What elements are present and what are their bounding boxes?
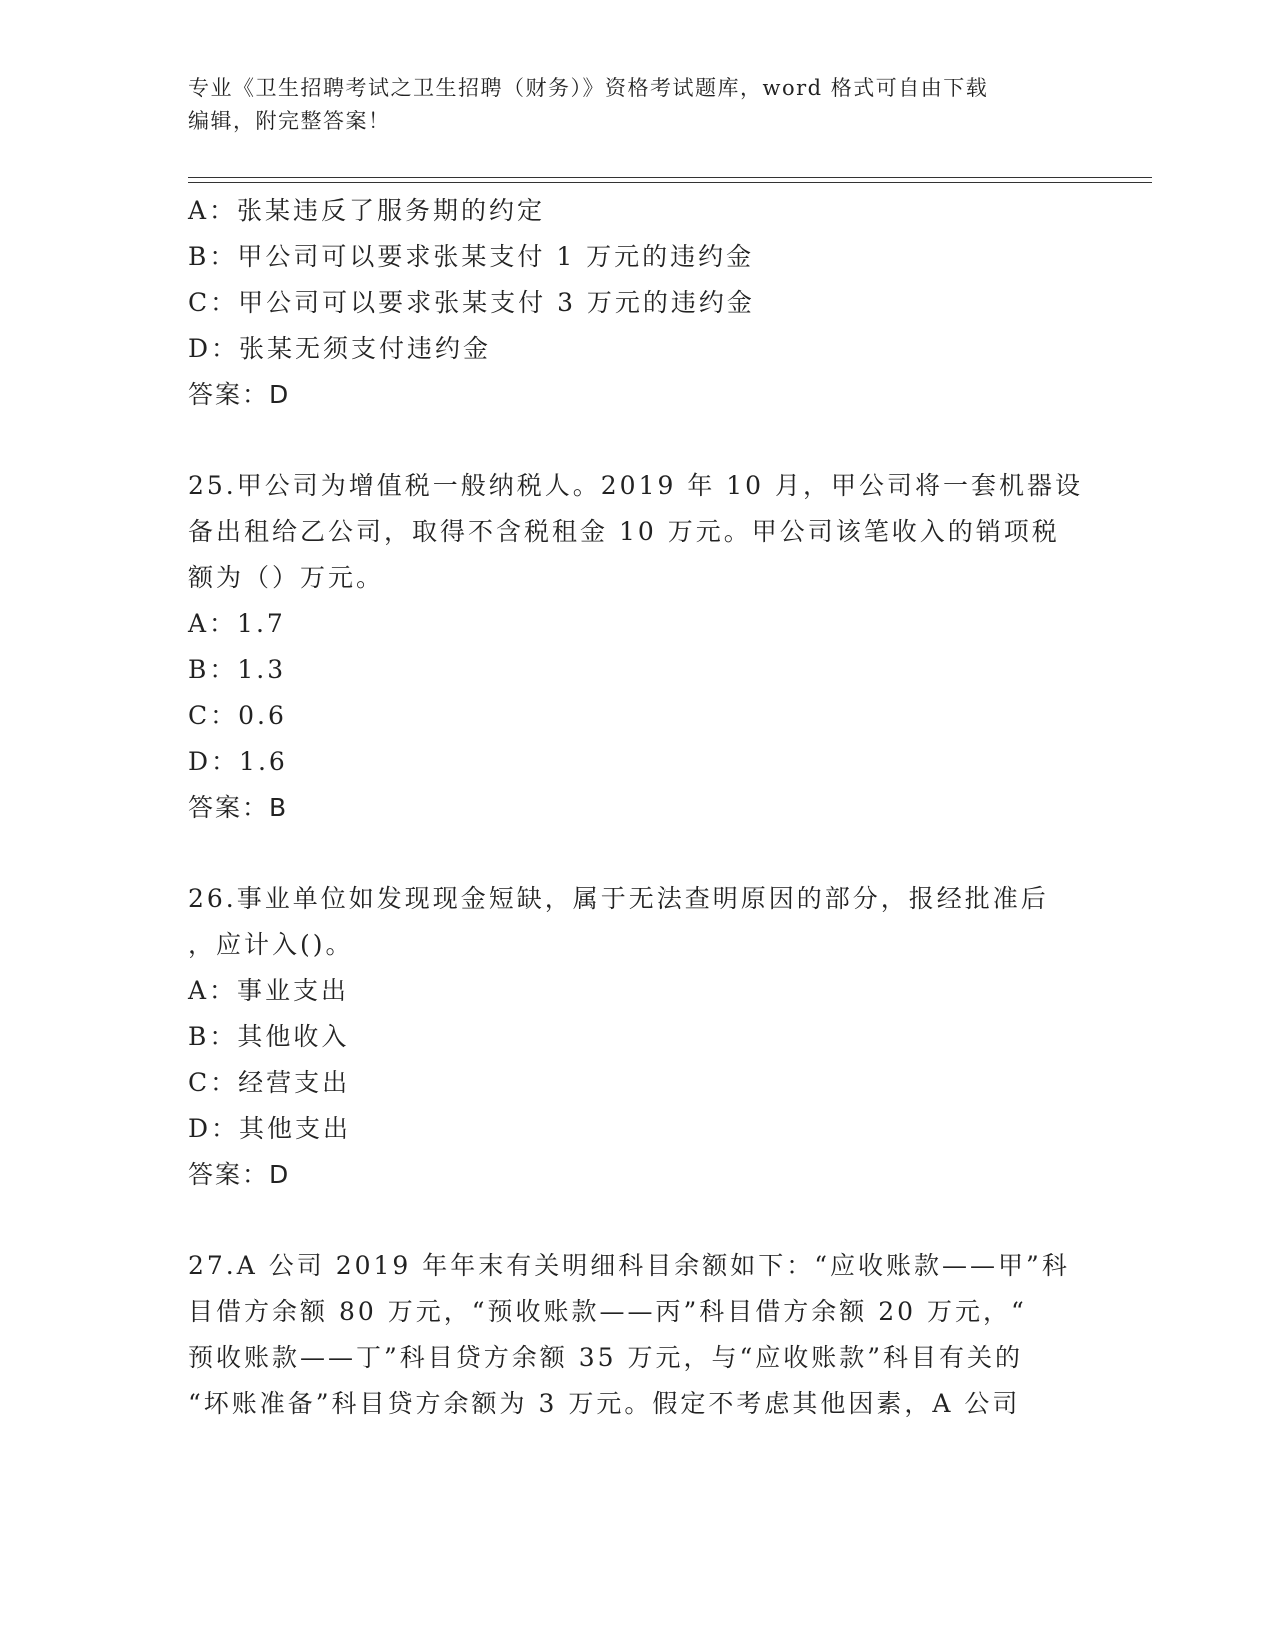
- option-b: B：其他收入: [188, 1022, 350, 1051]
- question-text-line: 预收账款——丁”科目贷方余额 35 万元，与“应收账款”科目有关的: [188, 1343, 1024, 1372]
- question-26: [188, 876, 1088, 1198]
- answer: 答案：B: [188, 793, 289, 822]
- option-a: A：1.7: [188, 609, 286, 638]
- option-c: C：经营支出: [188, 1068, 351, 1097]
- question-25: [188, 463, 1088, 831]
- option-d: D：1.6: [188, 747, 288, 776]
- question-text-line: 备出租给乙公司，取得不含税租金 10 万元。甲公司该笔收入的销项税: [188, 517, 1060, 546]
- option-c: C：0.6: [188, 701, 287, 730]
- header-line-1: 专业《卫生招聘考试之卫生招聘（财务）》资格考试题库，word 格式可自由下载: [188, 76, 989, 100]
- question-text-line: 目借方余额 80 万元，“预收账款——丙”科目借方余额 20 万元，“: [188, 1297, 1027, 1326]
- header-line-2: 编辑，附完整答案！: [188, 109, 391, 133]
- option-d: D：张某无须支付违约金: [188, 334, 492, 363]
- question-24: [188, 188, 1088, 418]
- answer: 答案：D: [188, 380, 291, 409]
- question-text-line: 26.事业单位如发现现金短缺，属于无法查明原因的部分，报经批准后: [188, 884, 1049, 913]
- header-divider-top: [188, 177, 1152, 178]
- question-text-line: “坏账准备”科目贷方余额为 3 万元。假定不考虑其他因素，A 公司: [188, 1389, 1021, 1418]
- option-d: D：其他支出: [188, 1114, 352, 1143]
- header-divider-bottom: [188, 182, 1152, 183]
- option-b: B：1.3: [188, 655, 287, 684]
- option-b: B：甲公司可以要求张某支付 1 万元的违约金: [188, 242, 755, 271]
- answer: 答案：D: [188, 1160, 291, 1189]
- question-content: [188, 188, 1088, 1427]
- question-text-line: 27.A 公司 2019 年年末有关明细科目余额如下：“应收账款——甲”科: [188, 1251, 1070, 1280]
- question-text-line: 25.甲公司为增值税一般纳税人。2019 年 10 月，甲公司将一套机器设: [188, 471, 1084, 500]
- document-header: [188, 72, 1088, 138]
- question-text-line: 额为（）万元。: [188, 563, 385, 592]
- question-27: [188, 1243, 1088, 1427]
- option-c: C：甲公司可以要求张某支付 3 万元的违约金: [188, 288, 755, 317]
- question-text-line: ，应计入()。: [188, 930, 354, 959]
- option-a: A：事业支出: [188, 976, 350, 1005]
- option-a: A：张某违反了服务期的约定: [188, 196, 546, 225]
